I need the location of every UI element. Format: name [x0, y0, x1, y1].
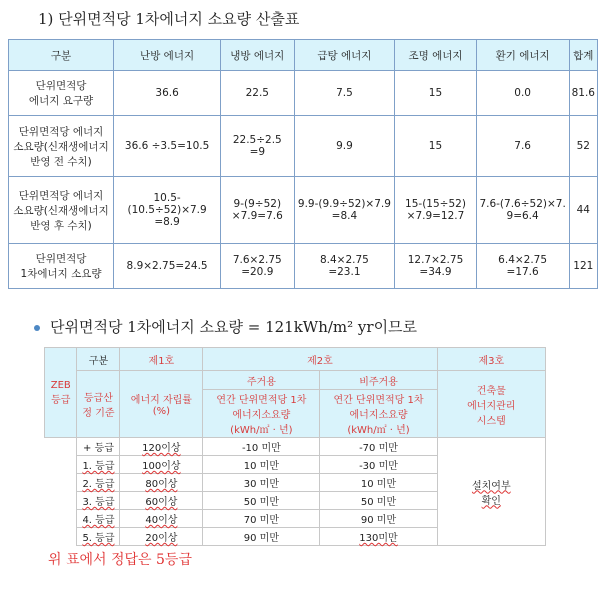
- table-cell: 15: [395, 116, 476, 177]
- nonresidential-value: 10 미만: [320, 474, 437, 492]
- table-cell: 22.5: [221, 71, 294, 116]
- table-cell: 9.9-(9.9÷52)×7.9 =8.4: [294, 177, 395, 244]
- residential-value: 30 미만: [203, 474, 320, 492]
- grade-row: [45, 438, 546, 456]
- annual-nonresidential-label: 연간 단위면적당 1차 에너지소요량 (kWh/㎡ · 년): [320, 390, 437, 438]
- table-cell: 단위면적당 에너지 요구량: [9, 71, 114, 116]
- zeb-grade-table: [44, 347, 546, 546]
- table-cell: 121: [569, 244, 597, 289]
- bullet-statement: 단위면적당 1차에너지 소요량 = 121kWh/m² yr이므로: [34, 316, 417, 337]
- answer-text: 위 표에서 정답은 5등급: [48, 552, 192, 568]
- table-cell: 7.6×2.75 =20.9: [221, 244, 294, 289]
- table-cell: 단위면적당 에너지 소요량(신재생에너지 반영 전 수치): [9, 116, 114, 177]
- header-cell: 급탕 에너지: [294, 40, 395, 71]
- table-cell: 8.4×2.75 =23.1: [294, 244, 395, 289]
- grade-name: 1. 등급: [77, 456, 120, 474]
- residential-value: 90 미만: [203, 528, 320, 546]
- self-rate-value: 120이상: [120, 438, 203, 456]
- table-cell: 81.6: [569, 71, 597, 116]
- col2-label: 제2호: [203, 348, 437, 371]
- table-row: [9, 177, 598, 244]
- self-rate-value: 60이상: [120, 492, 203, 510]
- self-rate-value: 80이상: [120, 474, 203, 492]
- header-cell: 환기 에너지: [476, 40, 569, 71]
- nonresidential-label: 비주거용: [320, 371, 437, 390]
- table-cell: 7.6-(7.6÷52)×7. 9=6.4: [476, 177, 569, 244]
- residential-value: -10 미만: [203, 438, 320, 456]
- col3-label: 제3호: [437, 348, 545, 371]
- table-cell: 22.5÷2.5 =9: [221, 116, 294, 177]
- table-cell: 0.0: [476, 71, 569, 116]
- table-row: [9, 116, 598, 177]
- residential-value: 50 미만: [203, 492, 320, 510]
- table-cell: 8.9×2.75=24.5: [114, 244, 221, 289]
- grade-name: 5. 등급: [77, 528, 120, 546]
- residential-label: 주거용: [203, 371, 320, 390]
- nonresidential-value: 50 미만: [320, 492, 437, 510]
- table-cell: 36.6: [114, 71, 221, 116]
- bullet-dot-icon: [34, 325, 40, 331]
- grade-name: 3. 등급: [77, 492, 120, 510]
- table-cell: 9-(9÷52) ×7.9=7.6: [221, 177, 294, 244]
- table-cell: 단위면적당 1차에너지 소요량: [9, 244, 114, 289]
- table-cell: 52: [569, 116, 597, 177]
- table-cell: 44: [569, 177, 597, 244]
- table-cell: 12.7×2.75 =34.9: [395, 244, 476, 289]
- header-cell: 조명 에너지: [395, 40, 476, 71]
- table-cell: 15: [395, 71, 476, 116]
- header-cell: 냉방 에너지: [221, 40, 294, 71]
- zeb-grade-label: ZEB 등급: [45, 348, 77, 438]
- zeb-blank-cell: [45, 438, 77, 546]
- nonresidential-value: 130미만: [320, 528, 437, 546]
- self-rate-value: 40이상: [120, 510, 203, 528]
- table-cell: 6.4×2.75 =17.6: [476, 244, 569, 289]
- gubun-label: 구분: [77, 348, 120, 371]
- self-rate-value: 20이상: [120, 528, 203, 546]
- table-cell: 15-(15÷52) ×7.9=12.7: [395, 177, 476, 244]
- header-cell: 구분: [9, 40, 114, 71]
- table-cell: 단위면적당 에너지 소요량(신재생에너지 반영 후 수치): [9, 177, 114, 244]
- table-header-row: [9, 40, 598, 71]
- residential-value: 10 미만: [203, 456, 320, 474]
- header-cell: 난방 에너지: [114, 40, 221, 71]
- nonresidential-value: 90 미만: [320, 510, 437, 528]
- grade-name: + 등급: [77, 438, 120, 456]
- grade-name: 4. 등급: [77, 510, 120, 528]
- table-cell: 10.5-(10.5÷52)×7.9 =8.9: [114, 177, 221, 244]
- table-cell: 9.9: [294, 116, 395, 177]
- table-cell: 7.5: [294, 71, 395, 116]
- col1-label: 제1호: [120, 348, 203, 371]
- residential-value: 70 미만: [203, 510, 320, 528]
- annual-residential-label: 연간 단위면적당 1차 에너지소요량 (kWh/㎡ · 년): [203, 390, 320, 438]
- nonresidential-value: -30 미만: [320, 456, 437, 474]
- table-row: [9, 71, 598, 116]
- self-rate-label: 에너지 자립률 (%): [120, 371, 203, 438]
- energy-calculation-table: [8, 39, 598, 289]
- nonresidential-value: -70 미만: [320, 438, 437, 456]
- system-label: 건축물 에너지관리 시스템: [437, 371, 545, 438]
- page-title: 1) 단위면적당 1차에너지 소요량 산출표: [38, 10, 300, 28]
- table-row: [9, 244, 598, 289]
- install-check-cell: 설치여부 확인: [437, 438, 545, 546]
- grade-name: 2. 등급: [77, 474, 120, 492]
- table-cell: 36.6 ÷3.5=10.5: [114, 116, 221, 177]
- self-rate-value: 100이상: [120, 456, 203, 474]
- table-cell: 7.6: [476, 116, 569, 177]
- header-cell: 합계: [569, 40, 597, 71]
- criteria-label: 등급산 정 기준: [77, 371, 120, 438]
